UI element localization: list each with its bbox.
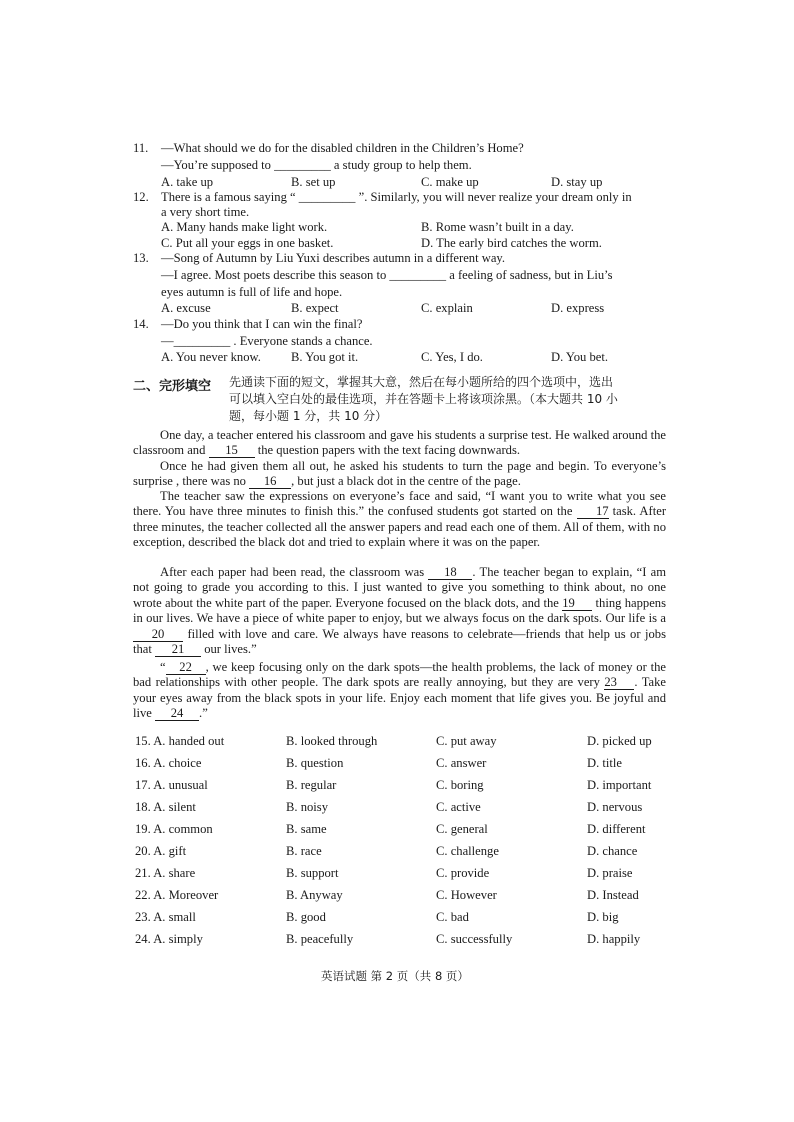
option-c[interactable]: C. boring — [436, 778, 484, 792]
option-a[interactable]: 20. A. gift — [135, 844, 187, 858]
option-c[interactable]: C. answer — [436, 756, 487, 770]
option-a[interactable]: 22. A. Moreover — [135, 888, 219, 902]
question-number: 11. — [133, 141, 149, 155]
option-c[interactable]: C. active — [436, 800, 481, 814]
option-d[interactable]: D. nervous — [587, 800, 643, 814]
option-d[interactable]: D. happily — [587, 932, 641, 946]
passage-text: thing happens in our lives. We have a piece of white paper to enjoy, but we always focus on the dark spots. Our life is a — [133, 595, 666, 626]
option-b[interactable]: B. noisy — [286, 800, 328, 814]
option-a[interactable]: 17. A. unusual — [135, 778, 208, 792]
passage-text: , but just a black dot in the centre of the page. — [291, 474, 521, 489]
question-number: 14. — [133, 317, 149, 331]
passage-text: One day, a teacher entered his classroom and gave his students a surprise test. He walked around the classroom and — [133, 428, 666, 458]
question-line: There is a famous saying “ _________ ”. Similarly, you will never realize your dream only in — [161, 190, 632, 204]
option-d[interactable]: D. praise — [587, 866, 633, 880]
option-a[interactable]: 21. A. share — [135, 866, 196, 880]
passage-paragraph-1 — [133, 428, 666, 459]
option-d[interactable]: D. The early bird catches the worm. — [421, 236, 602, 250]
option-d[interactable]: D. different — [587, 822, 646, 836]
option-d[interactable]: D. picked up — [587, 734, 652, 748]
passage-paragraph-3 — [133, 489, 666, 551]
option-c[interactable]: C. Put all your eggs in one basket. — [161, 236, 334, 250]
blank-16: 16 — [249, 475, 291, 489]
blank-23: 23 — [604, 676, 634, 690]
option-b[interactable]: B. You got it. — [291, 350, 359, 364]
option-c[interactable]: C. make up — [421, 175, 479, 189]
option-a[interactable]: 23. A. small — [135, 910, 196, 924]
question-line: —You’re supposed to _________ a study group to help them. — [161, 158, 472, 172]
option-a[interactable]: A. You never know. — [161, 350, 261, 364]
passage-text: After each paper had been read, the classroom was — [160, 565, 429, 579]
option-a[interactable]: 15. A. handed out — [135, 734, 225, 748]
option-a[interactable]: 19. A. common — [135, 822, 213, 836]
option-b[interactable]: B. race — [286, 844, 322, 858]
question-number: 13. — [133, 251, 149, 265]
passage-text: the question papers with the text facing downwards. — [254, 443, 520, 458]
option-d[interactable]: D. big — [587, 910, 619, 924]
passage-paragraph-4 — [133, 565, 666, 657]
option-d[interactable]: D. chance — [587, 844, 638, 858]
question-line: —I agree. Most poets describe this season to _________ a feeling of sadness, but in Liu’s — [161, 268, 613, 282]
section-title: 二、完形填空 — [133, 379, 212, 394]
option-b[interactable]: B. looked through — [286, 734, 378, 748]
option-d[interactable]: D. You bet. — [551, 350, 609, 364]
option-b[interactable]: B. regular — [286, 778, 337, 792]
blank-15: 15 — [209, 444, 255, 458]
question-line: —What should we do for the disabled children in the Children’s Home? — [161, 141, 524, 155]
option-c[interactable]: C. Yes, I do. — [421, 350, 483, 364]
option-d[interactable]: D. title — [587, 756, 622, 770]
option-a[interactable]: A. take up — [161, 175, 214, 189]
option-c[interactable]: C. However — [436, 888, 497, 902]
blank-18: 18 — [428, 566, 472, 580]
option-b[interactable]: B. same — [286, 822, 327, 836]
option-c[interactable]: C. general — [436, 822, 488, 836]
option-b[interactable]: B. set up — [291, 175, 336, 189]
passage-text: task. After three minutes, the teacher collected all the answer papers and read each one of them. All of them, with no exception, described the black dot and tried to explain where it was on the paper. — [133, 504, 667, 550]
option-d[interactable]: D. express — [551, 301, 605, 315]
option-a[interactable]: 24. A. simply — [135, 932, 203, 946]
option-a[interactable]: 18. A. silent — [135, 800, 196, 814]
passage-text: . The teacher began to explain, “I am not going to grade you according to this. I just wanted to give you something to think about, no one wrote about the white part of the paper. Everyone focused on the black dots, and the — [133, 565, 666, 610]
question-number: 12. — [133, 190, 149, 204]
blank-22: 22 — [166, 661, 206, 675]
passage-text: .” — [199, 706, 208, 721]
option-c[interactable]: C. successfully — [436, 932, 513, 946]
option-b[interactable]: B. Rome wasn’t built in a day. — [421, 220, 574, 234]
blank-17: 17 — [577, 505, 609, 519]
option-b[interactable]: B. support — [286, 866, 339, 880]
option-b[interactable]: B. expect — [291, 301, 339, 315]
option-c[interactable]: C. put away — [436, 734, 497, 748]
section-instruction: 先通读下面的短文，掌握其大意，然后在每小题所给的四个选项中，选出 — [229, 375, 614, 389]
passage-text: our lives.” — [201, 642, 257, 657]
passage-text: , we keep focusing only on the dark spots—the health problems, the lack of money or the bad relationships with other people. The dark spots are really annoying, but they are very — [133, 660, 666, 690]
option-b[interactable]: B. good — [286, 910, 326, 924]
passage-paragraph-5 — [133, 660, 666, 722]
blank-24: 24 — [155, 707, 199, 721]
option-c[interactable]: C. explain — [421, 301, 473, 315]
option-b[interactable]: B. peacefully — [286, 932, 354, 946]
question-line: eyes autumn is full of life and hope. — [161, 285, 343, 299]
blank-21: 21 — [155, 643, 201, 657]
option-a[interactable]: A. excuse — [161, 301, 211, 315]
option-c[interactable]: C. bad — [436, 910, 469, 924]
section-instruction: 题，每小题 1 分，共 10 分） — [229, 409, 388, 423]
passage-text: Once he had given them all out, he asked his students to turn the page and begin. To everyone’s surprise , there was no — [133, 459, 666, 489]
passage-paragraph-2 — [133, 459, 666, 490]
option-a[interactable]: A. Many hands make light work. — [161, 220, 328, 234]
option-d[interactable]: D. stay up — [551, 175, 603, 189]
blank-20: 20 — [133, 628, 183, 642]
question-line: —Song of Autumn by Liu Yuxi describes autumn in a different way. — [161, 251, 506, 265]
option-b[interactable]: B. Anyway — [286, 888, 343, 902]
option-a[interactable]: 16. A. choice — [135, 756, 202, 770]
passage-text: . Take your eyes away from the black spots in your life. Enjoy each moment that life gives you. Be joyful and live — [133, 675, 666, 721]
option-c[interactable]: C. challenge — [436, 844, 499, 858]
question-line: a very short time. — [161, 205, 250, 219]
question-line: —Do you think that I can win the final? — [161, 317, 363, 331]
section-instruction: 可以填入空白处的最佳选项，并在答题卡上将该项涂黑。（本大题共 10 小 — [229, 392, 618, 406]
page-footer: 英语试题 第 2 页（共 8 页） — [321, 969, 469, 983]
question-line: —_________ . Everyone stands a chance. — [161, 334, 373, 348]
option-c[interactable]: C. provide — [436, 866, 490, 880]
option-d[interactable]: D. Instead — [587, 888, 639, 902]
passage-text: “ — [160, 660, 166, 674]
passage-text: filled with love and care. We always have reasons to celebrate—friends that help us or jobs that — [133, 626, 666, 657]
blank-19: 19 — [562, 597, 592, 611]
option-b[interactable]: B. question — [286, 756, 344, 770]
option-d[interactable]: D. important — [587, 778, 652, 792]
passage-text: The teacher saw the expressions on everyone’s face and said, “I want you to write what you see there. You have three minutes to finish this.” the confused students got started on the — [133, 489, 666, 519]
